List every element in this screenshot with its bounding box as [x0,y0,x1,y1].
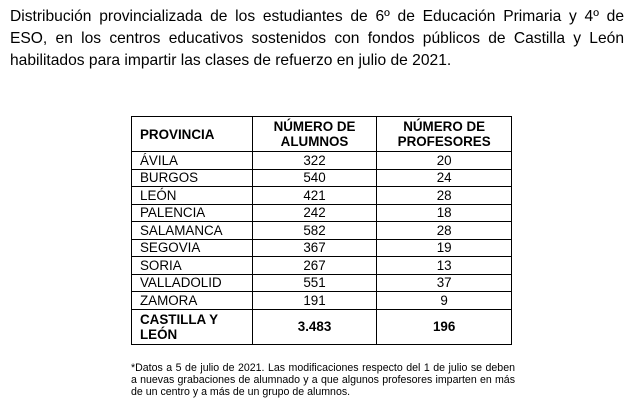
province-cell: ZAMORA [132,292,253,310]
students-cell: 421 [252,187,377,205]
province-cell: ÁVILA [132,152,253,170]
header-province: PROVINCIA [132,117,253,152]
table-row [132,187,512,205]
students-cell: 540 [252,169,377,187]
intro-paragraph: Distribución provincializada de los estudiantes de 6º de Educación Primaria y 4º de ESO, en los centros educativos sostenidos con fondos públicos de Castilla y León habilitados para impartir las clases de refuerzo en julio de 2021. [10,8,624,69]
province-cell: SORIA [132,257,253,275]
students-cell: 267 [252,257,377,275]
teachers-cell: 28 [377,222,512,240]
total-teachers-cell: 196 [377,309,512,344]
total-province-cell: CASTILLA Y LEÓN [132,309,253,344]
students-cell: 242 [252,204,377,222]
teachers-cell: 13 [377,257,512,275]
teachers-cell: 28 [377,187,512,205]
province-cell: VALLADOLID [132,274,253,292]
table-total-row [132,309,512,344]
students-cell: 582 [252,222,377,240]
students-cell: 551 [252,274,377,292]
teachers-cell: 9 [377,292,512,310]
table-row [132,239,512,257]
table-row [132,257,512,275]
table-row [132,292,512,310]
students-cell: 322 [252,152,377,170]
table-header-row [132,117,512,152]
students-cell: 367 [252,239,377,257]
province-cell: LEÓN [132,187,253,205]
province-cell: BURGOS [132,169,253,187]
teachers-cell: 19 [377,239,512,257]
teachers-cell: 24 [377,169,512,187]
provinces-table [131,116,512,345]
table-row [132,274,512,292]
table-row [132,204,512,222]
table-row [132,222,512,240]
header-students: NÚMERO DE ALUMNOS [252,117,377,152]
province-cell: PALENCIA [132,204,253,222]
province-cell: SALAMANCA [132,222,253,240]
students-cell: 191 [252,292,377,310]
teachers-cell: 18 [377,204,512,222]
total-students-cell: 3.483 [252,309,377,344]
header-teachers: NÚMERO DE PROFESORES [377,117,512,152]
footnote: *Datos a 5 de julio de 2021. Las modificaciones respecto del 1 de julio se deben a nuevas grabaciones de alumnado y a que algunos profesores imparten en más de un centro y a más de un grupo de alumnos. [131,362,515,398]
teachers-cell: 20 [377,152,512,170]
teachers-cell: 37 [377,274,512,292]
table-row [132,152,512,170]
province-cell: SEGOVIA [132,239,253,257]
table-row [132,169,512,187]
